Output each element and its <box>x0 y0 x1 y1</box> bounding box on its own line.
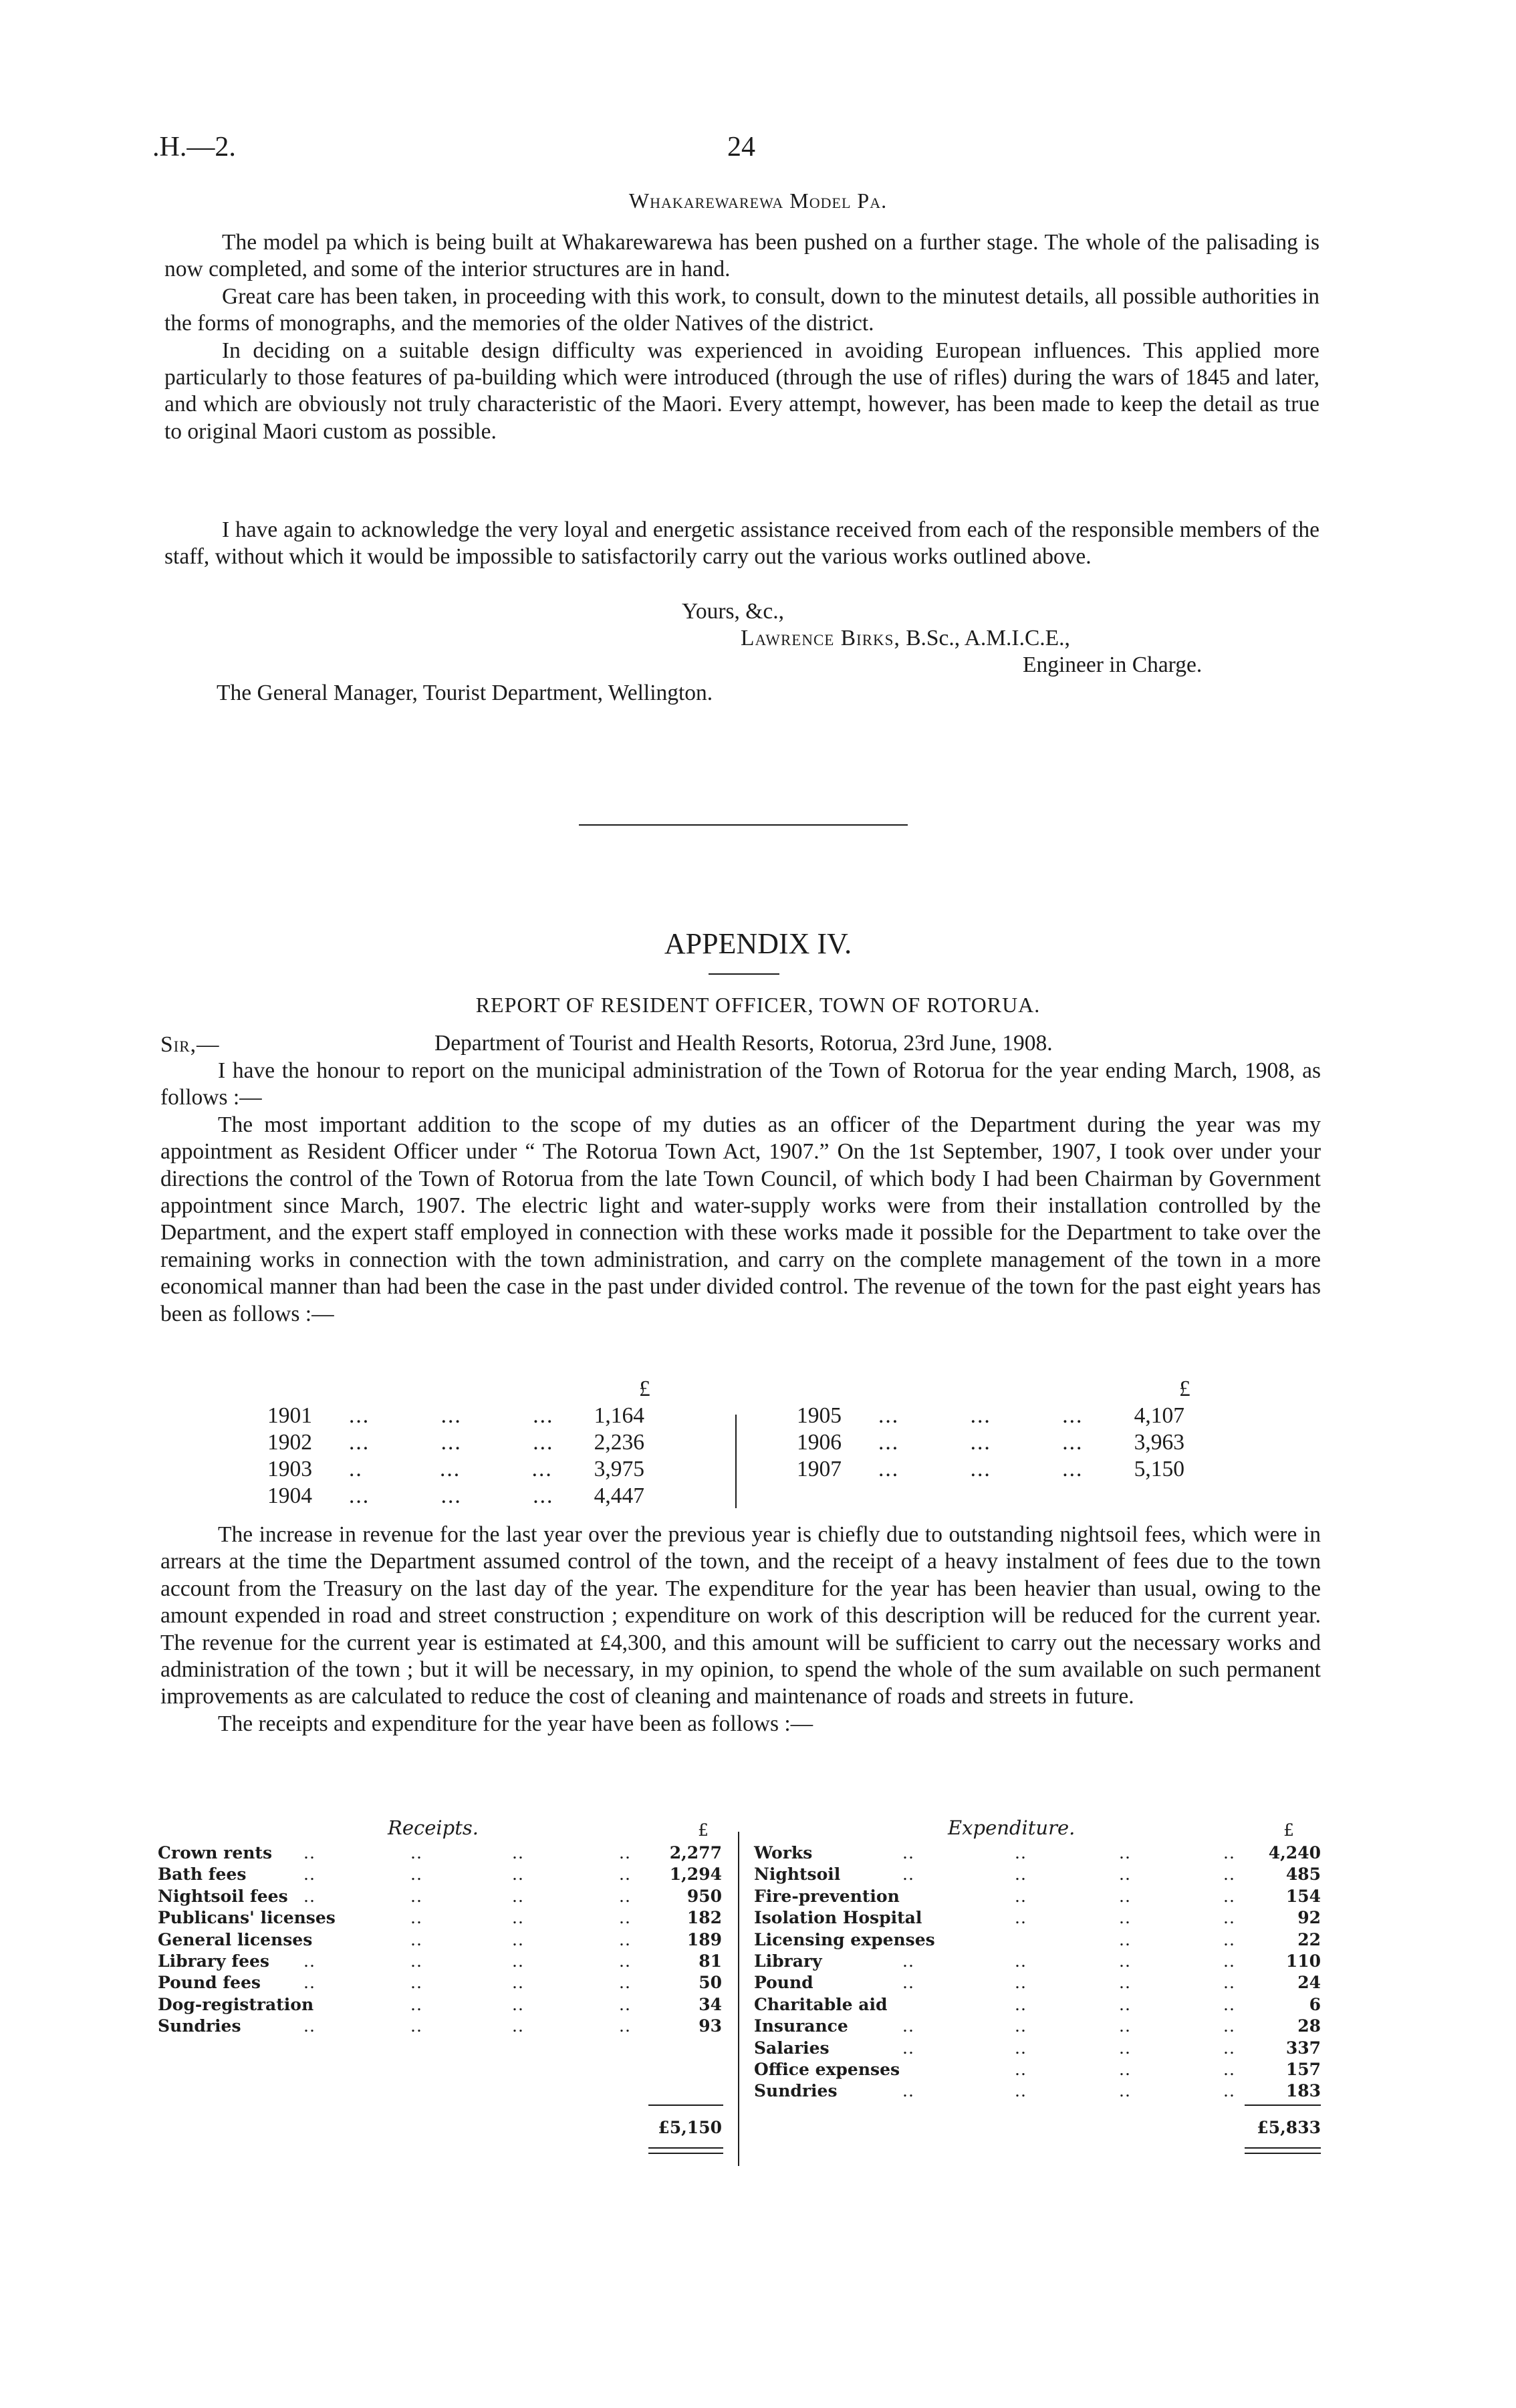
receipts-table <box>158 1816 722 2038</box>
expenditure-amount: 485 <box>1285 1864 1321 1885</box>
receipts-unit: £ <box>698 1820 709 1840</box>
receipt-row: Dog-registration .. .. .. 34 <box>158 1994 722 2016</box>
receipt-amount: 93 <box>699 2016 722 2036</box>
receipt-amount: 950 <box>686 1886 722 1906</box>
expenditure-row: Works .. .. .. .. 4,240 <box>754 1842 1321 1864</box>
receipt-row: Library fees .. .. .. .. 81 <box>158 1951 722 1972</box>
expenditure-total-rule <box>1245 2153 1321 2154</box>
paragraph: The model pa which is being built at Whakarewarewa has been pushed on a further stage. The whole of the palisading is now completed, and some of the interior structures are in hand. <box>164 230 1319 282</box>
revenue-year: 1907 <box>797 1457 842 1481</box>
appendix-title: APPENDIX IV. <box>664 927 852 960</box>
expenditure-amount: 110 <box>1285 1951 1321 1971</box>
signatory-name: Lawrence Birks, <box>741 626 900 650</box>
document-reference: .H.—2. <box>152 132 236 162</box>
model-pa-body <box>164 229 1319 445</box>
expenditure-table <box>754 1816 1321 2102</box>
expenditure-row: Insurance .. .. .. .. 28 <box>754 2016 1321 2037</box>
expenditure-label: Pound <box>754 1973 813 1993</box>
receipt-label: Pound fees <box>158 1973 261 1993</box>
report-body <box>160 1058 1321 1328</box>
signatory-qualifications: B.Sc., A.M.I.C.E., <box>906 626 1070 650</box>
dateline: Department of Tourist and Health Resorts, Rotorua, 23rd June, 1908. <box>434 1031 1053 1056</box>
closing: Yours, &c., <box>682 599 784 624</box>
expenditure-row: Nightsoil .. .. .. .. 485 <box>754 1864 1321 1885</box>
expenditure-amount: 154 <box>1285 1886 1321 1906</box>
receipt-amount: 50 <box>699 1973 722 1993</box>
expenditure-row: Office expenses .. .. .. 157 <box>754 2059 1321 2080</box>
revenue-column-divider <box>735 1415 737 1508</box>
expenditure-label: Fire-prevention <box>754 1886 900 1906</box>
expenditure-amount: 22 <box>1297 1929 1321 1949</box>
paragraph: The most important addition to the scope of my duties as an officer of the Department during the year was my appointment as Resident Officer under “ The Rotorua Town Act, 1907.” On the 1st September, 1907, I took over under your directions the control of the Town of Rotorua from the late Town Council, of which body I had been Chairman by Government appointment since March, 1907. The electric light and water-supply works were from their installation controlled by the Department, and the expert staff employed in connection with these works made it possible for the Department to take over the remaining works in connection with the town administration, and carry on the complete management of the town in a more economical manner than had been the case in the past under divided control. The revenue of the town for the past eight years has been as follows :— <box>160 1112 1321 1326</box>
section-divider <box>579 824 908 826</box>
revenue-amount: 4,107 <box>1134 1403 1184 1428</box>
expenditure-row: Isolation Hospital .. .. .. 92 <box>754 1907 1321 1929</box>
receipt-row: Publicans' licenses .. .. .. 182 <box>158 1907 722 1929</box>
receipt-amount: 34 <box>699 1994 722 2014</box>
revenue-amount: 4,447 <box>594 1483 644 1508</box>
paragraph: I have again to acknowledge the very loyal and energetic assistance received from each of the responsible members of the staff, without which it would be impossible to satisfactorily carry out the various works outlined above. <box>164 517 1319 570</box>
expenditure-row: Fire-prevention .. .. .. 154 <box>754 1886 1321 1907</box>
expenditure-label: Works <box>754 1843 813 1862</box>
paragraph: The increase in revenue for the last year over the previous year is chiefly due to outstanding nightsoil fees, which were in arrears at the time the Department assumed control of the town, and the receipt of a heavy instalment of fees due to the town account from the Treasury on the last day of the year. The expenditure for the year has been heavier than usual, owing to the amount expended in road and street construction ; expenditure on work of this description will be reduced for the current year. The revenue for the current year is estimated at £4,300, and this amount will be sufficient to carry out the necessary works and administration of the town ; but it will be necessary, in my opinion, to spend the whole of the sum available on such permanent improvements as are calculated to reduce the cost of cleaning and maintenance of roads and streets in future. <box>160 1522 1321 1709</box>
receipt-label: Dog-registration <box>158 1994 314 2014</box>
expenditure-total: £5,833 <box>1257 2118 1321 2137</box>
title-underline <box>709 973 779 975</box>
signatory-title: Engineer in Charge. <box>1023 652 1203 677</box>
expenditure-unit: £ <box>1283 1820 1294 1840</box>
receipts-total-rule <box>648 2153 723 2154</box>
expenditure-amount: 157 <box>1285 2059 1321 2079</box>
revenue-amount: 5,150 <box>1134 1457 1184 1481</box>
acknowledgement <box>164 517 1319 571</box>
expenditure-total-rule <box>1245 2147 1321 2149</box>
accounts-column-divider <box>738 1832 739 2166</box>
salutation: Sir,— <box>160 1032 220 1057</box>
expenditure-amount: 4,240 <box>1268 1843 1321 1862</box>
receipt-amount: 189 <box>686 1929 722 1949</box>
report-title: REPORT OF RESIDENT OFFICER, TOWN OF ROTORUA. <box>475 993 1041 1017</box>
expenditure-caption: Expenditure. <box>948 1816 1076 1839</box>
expenditure-label: Office expenses <box>754 2059 900 2079</box>
revenue-year: 1903 <box>267 1457 312 1481</box>
expenditure-amount: 6 <box>1309 1994 1321 2014</box>
revenue-year: 1902 <box>267 1430 312 1455</box>
receipt-row: Nightsoil fees .. .. .. .. 950 <box>158 1886 722 1907</box>
expenditure-label: Sundries <box>754 2081 838 2101</box>
receipt-label: Library fees <box>158 1951 269 1971</box>
expenditure-amount: 183 <box>1285 2081 1321 2101</box>
expenditure-row: Sundries .. .. .. .. 183 <box>754 2080 1321 2102</box>
receipts-total: £5,150 <box>658 2118 722 2137</box>
receipt-row: Sundries .. .. .. .. 93 <box>158 2016 722 2037</box>
revenue-year: 1905 <box>797 1403 842 1428</box>
receipt-row: Crown rents .. .. .. .. 2,277 <box>158 1842 722 1864</box>
revenue-amount: 1,164 <box>594 1403 644 1428</box>
revenue-year: 1901 <box>267 1403 312 1428</box>
receipt-label: General licenses <box>158 1929 313 1949</box>
expenditure-label: Nightsoil <box>754 1864 841 1885</box>
receipt-row: General licenses .. .. .. 189 <box>158 1929 722 1951</box>
revenue-year: 1904 <box>267 1483 312 1508</box>
revenue-table: £ £ 1901 ... ... ... 1,164 1902 ... ... ... 2,236 1903 .. ... ... 3,975 1904 ... ... ... 4,447 1905 ... ... ... 4,107 1906 ... ... ... 3,963 1907 ... ... ... 5,150 <box>267 1376 1190 1508</box>
expenditure-label: Licensing expenses <box>754 1929 935 1949</box>
revenue-amount: 3,963 <box>1134 1430 1184 1455</box>
expenditure-row: Library .. .. .. .. 110 <box>754 1951 1321 1972</box>
expenditure-row: Licensing expenses .. .. 22 <box>754 1929 1321 1951</box>
receipt-amount: 1,294 <box>669 1864 722 1885</box>
revenue-amount: 3,975 <box>594 1457 644 1481</box>
addressee: The General Manager, Tourist Department, Wellington. <box>217 681 713 705</box>
expenditure-amount: 28 <box>1297 2016 1321 2036</box>
paragraph: Great care has been taken, in proceeding with this work, to consult, down to the minutest details, all possible authorities in the forms of monographs, and the memories of the older Natives of the district. <box>164 283 1319 336</box>
expenditure-label: Isolation Hospital <box>754 1908 922 1928</box>
receipts-sum-rule <box>648 2104 723 2106</box>
signature-line <box>741 626 1070 651</box>
revenue-unit-left: £ <box>639 1376 650 1401</box>
receipt-amount: 182 <box>686 1908 722 1928</box>
expenditure-row: Charitable aid .. .. .. 6 <box>754 1994 1321 2016</box>
receipt-label: Crown rents <box>158 1843 273 1862</box>
expenditure-label: Charitable aid <box>754 1994 888 2014</box>
expenditure-sum-rule <box>1245 2104 1321 2106</box>
revenue-amount: 2,236 <box>594 1430 644 1455</box>
expenditure-row: Salaries .. .. .. .. 337 <box>754 2038 1321 2059</box>
expenditure-row: Pound .. .. .. .. 24 <box>754 1972 1321 1994</box>
expenditure-amount: 24 <box>1297 1973 1321 1993</box>
expenditure-label: Library <box>754 1951 822 1971</box>
paragraph: In deciding on a suitable design difficulty was experienced in avoiding European influences. This applied more particularly to those features of pa-building which were introduced (through the use of rifles) during the wars of 1845 and later, and which are obviously not truly characteristic of the Maori. Every attempt, however, has been made to keep the detail as true to original Maori custom as possible. <box>164 338 1319 444</box>
receipt-amount: 2,277 <box>669 1843 722 1862</box>
paragraph: The receipts and expenditure for the year have been as follows :— <box>218 1711 813 1736</box>
revenue-year: 1906 <box>797 1430 842 1455</box>
receipt-row: Bath fees .. .. .. .. 1,294 <box>158 1864 722 1885</box>
receipt-label: Publicans' licenses <box>158 1908 336 1928</box>
receipt-label: Nightsoil fees <box>158 1886 288 1906</box>
receipt-label: Bath fees <box>158 1864 247 1885</box>
receipts-caption: Receipts. <box>388 1816 479 1839</box>
receipt-label: Sundries <box>158 2016 241 2036</box>
revenue-unit-right: £ <box>1179 1376 1190 1401</box>
paragraph: I have the honour to report on the municipal administration of the Town of Rotorua for the year ending March, 1908, as follows :— <box>160 1058 1321 1110</box>
revenue-commentary <box>160 1522 1321 1737</box>
receipt-amount: 81 <box>699 1951 722 1971</box>
page-number: 24 <box>727 132 755 162</box>
expenditure-label: Insurance <box>754 2016 848 2036</box>
section-heading-model-pa: Whakarewarewa Model Pa. <box>628 189 888 213</box>
expenditure-amount: 92 <box>1297 1908 1321 1928</box>
expenditure-label: Salaries <box>754 2038 830 2058</box>
receipt-row: Pound fees .. .. .. .. 50 <box>158 1972 722 1994</box>
expenditure-amount: 337 <box>1285 2038 1321 2058</box>
receipts-total-rule <box>648 2147 723 2149</box>
